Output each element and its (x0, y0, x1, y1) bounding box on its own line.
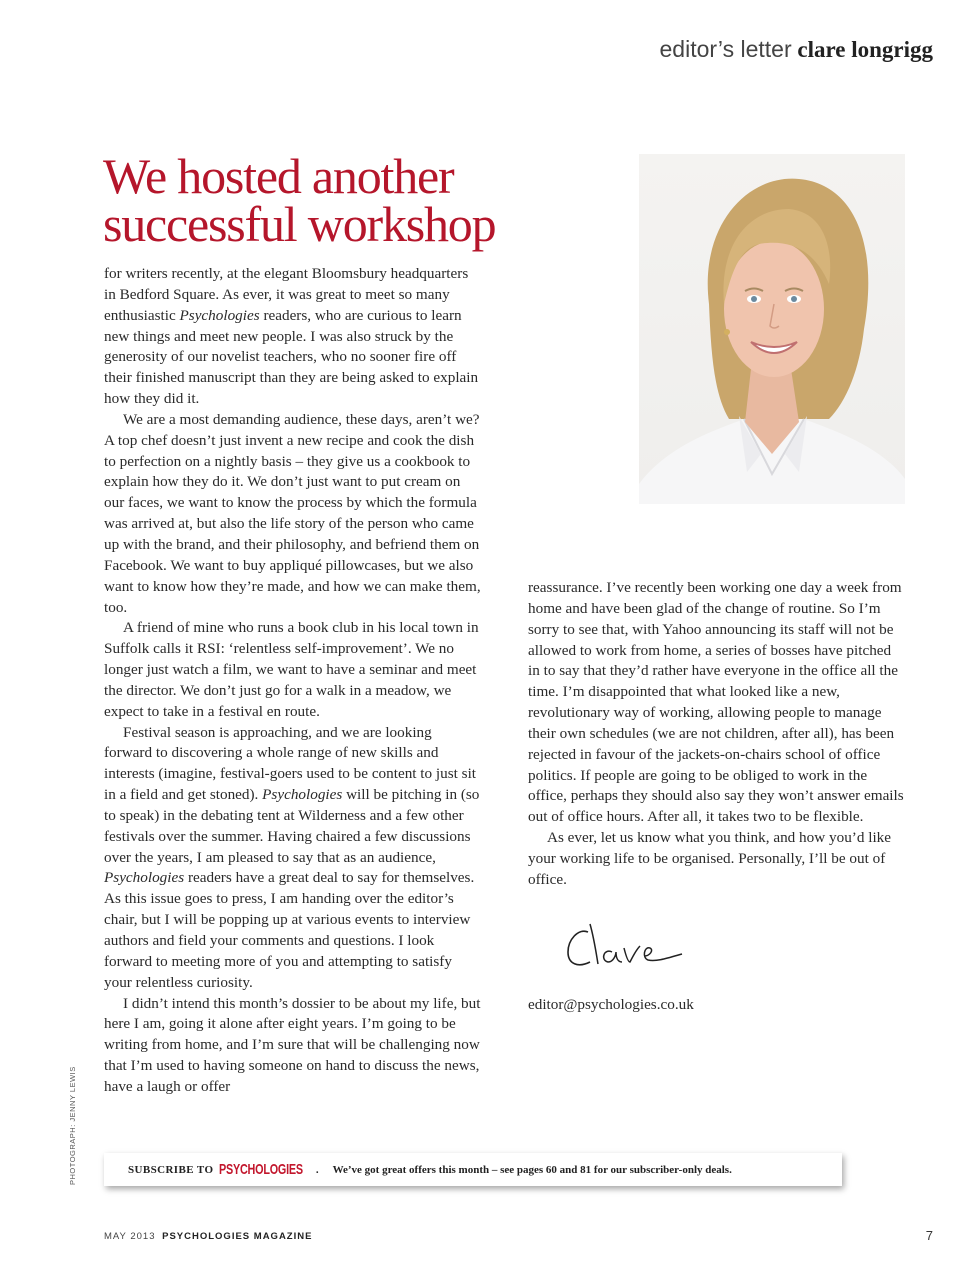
headline (103, 148, 573, 252)
subscribe-offer-text: We’ve got great offers this month – see pages 60 and 81 for our subscriber-only deals. (332, 1163, 732, 1176)
brand-dot: . (315, 1163, 319, 1176)
section-label: editor’s letter (659, 36, 792, 62)
magazine-name-italic: Psychologies (179, 306, 260, 324)
page-footer (104, 1231, 312, 1242)
paragraph-1: for writers recently, at the elegant Bloomsbury headquarters in Bedford Square. As ever, it was great to meet so many enthusiastic Psychologies readers, who are curious to learn new things and meet new people. I was also struck by the generosity of our novelist teachers, who no sooner fire off their finished manuscript than they are being asked to explain how they did it. (104, 265, 479, 408)
author-name: clare longrigg (797, 37, 933, 62)
section-header (660, 36, 934, 63)
paragraph-7: As ever, let us know what you think, and how you’d like your working life to be organised. Personally, I’ll be out of office. (528, 829, 892, 888)
editor-email[interactable]: editor@psychologies.co.uk (528, 996, 694, 1013)
editor-portrait-photo (639, 154, 905, 504)
article-column-2 (528, 578, 906, 891)
brand-logo: PSYCHOLOGIES (219, 1161, 304, 1178)
magazine-name-italic: Psychologies (262, 786, 343, 804)
photo-credit: PHOTOGRAPH: JENNY LEWIS (68, 1066, 77, 1185)
paragraph-6: reassurance. I’ve recently been working one day a week from home and have been glad of the change of routine. So I’m sorry to see that, with Yahoo announcing its staff will not be allowed to work from home, a series of bosses have pitched in to say that they’d rather have everyone in the office all the time. I’m disappointed that what looked like a new, revolutionary way of working, allowing people to manage their own schedules (we are not children, after all), has been rejected in favour of the jackets-on-chairs school of office politics. If people are going to be obliged to work in the office, perhaps they should also say they won’t answer emails out of office hours. After all, it takes two to be flexible. (528, 579, 904, 826)
magazine-name-italic: Psychologies (104, 869, 185, 887)
paragraph-4: Festival season is approaching, and we are looking forward to discovering a whole range of new skills and interests (imagine, festival-goers used to be content to just sit in a field and get stoned). Psychologies will be pitching in (so to speak) in the debating tent at Wilderness and a few other festivals over the summer. Having chaired a few discussions over the years, I am pleased to say that as an audience, Psychologies readers have a great deal to say for themselves. As this issue goes to press, I am handing over the editor’s chair, but I will be popping up at various events to interview authors and field your comments and questions. I look forward to meeting more of you and attempting to satisfy your relentless curiosity. (104, 723, 480, 991)
page-number: 7 (925, 1228, 933, 1243)
subscribe-label: SUBSCRIBE TO (128, 1163, 214, 1176)
handwritten-signature (560, 918, 690, 978)
article-column-1 (104, 264, 482, 1098)
paragraph-3: A friend of mine who runs a book club in his local town in Suffolk calls it RSI: ‘relentless self-improvement’. We no longer just watch a film, we want to have a seminar and meet the director. We don’t just go for a walk in a meadow, we expect to take in a festival en route. (104, 619, 479, 720)
headline-line-2: successful workshop (103, 196, 496, 252)
paragraph-5: I didn’t intend this month’s dossier to be about my life, but here I am, going it alone after eight years. I’m going to be writing from home, and I’m sure that will be challenging now that I’m used to having someone on hand to discuss the news, have a laugh or offer (104, 994, 481, 1095)
paragraph-2: We are a most demanding audience, these days, aren’t we? A top chef doesn’t just invent a new recipe and cook the dish to perfection on a nightly basis – they give us a cookbook to explain how they do it. We don’t just want to put cream on our faces, we want to know the process by which the formula was arrived at, but also the life story of the person who came up with the brand, and their philosophy, and befriend them on Facebook. We want to buy appliqué pillowcases, but we also want to know how they’re made, and how we can make them, too. (104, 410, 481, 616)
subscribe-banner[interactable] (104, 1153, 842, 1186)
magazine-title: PSYCHOLOGIES MAGAZINE (162, 1231, 313, 1242)
headline-line-1: We hosted another (103, 148, 454, 204)
issue-date: MAY 2013 (104, 1231, 156, 1242)
